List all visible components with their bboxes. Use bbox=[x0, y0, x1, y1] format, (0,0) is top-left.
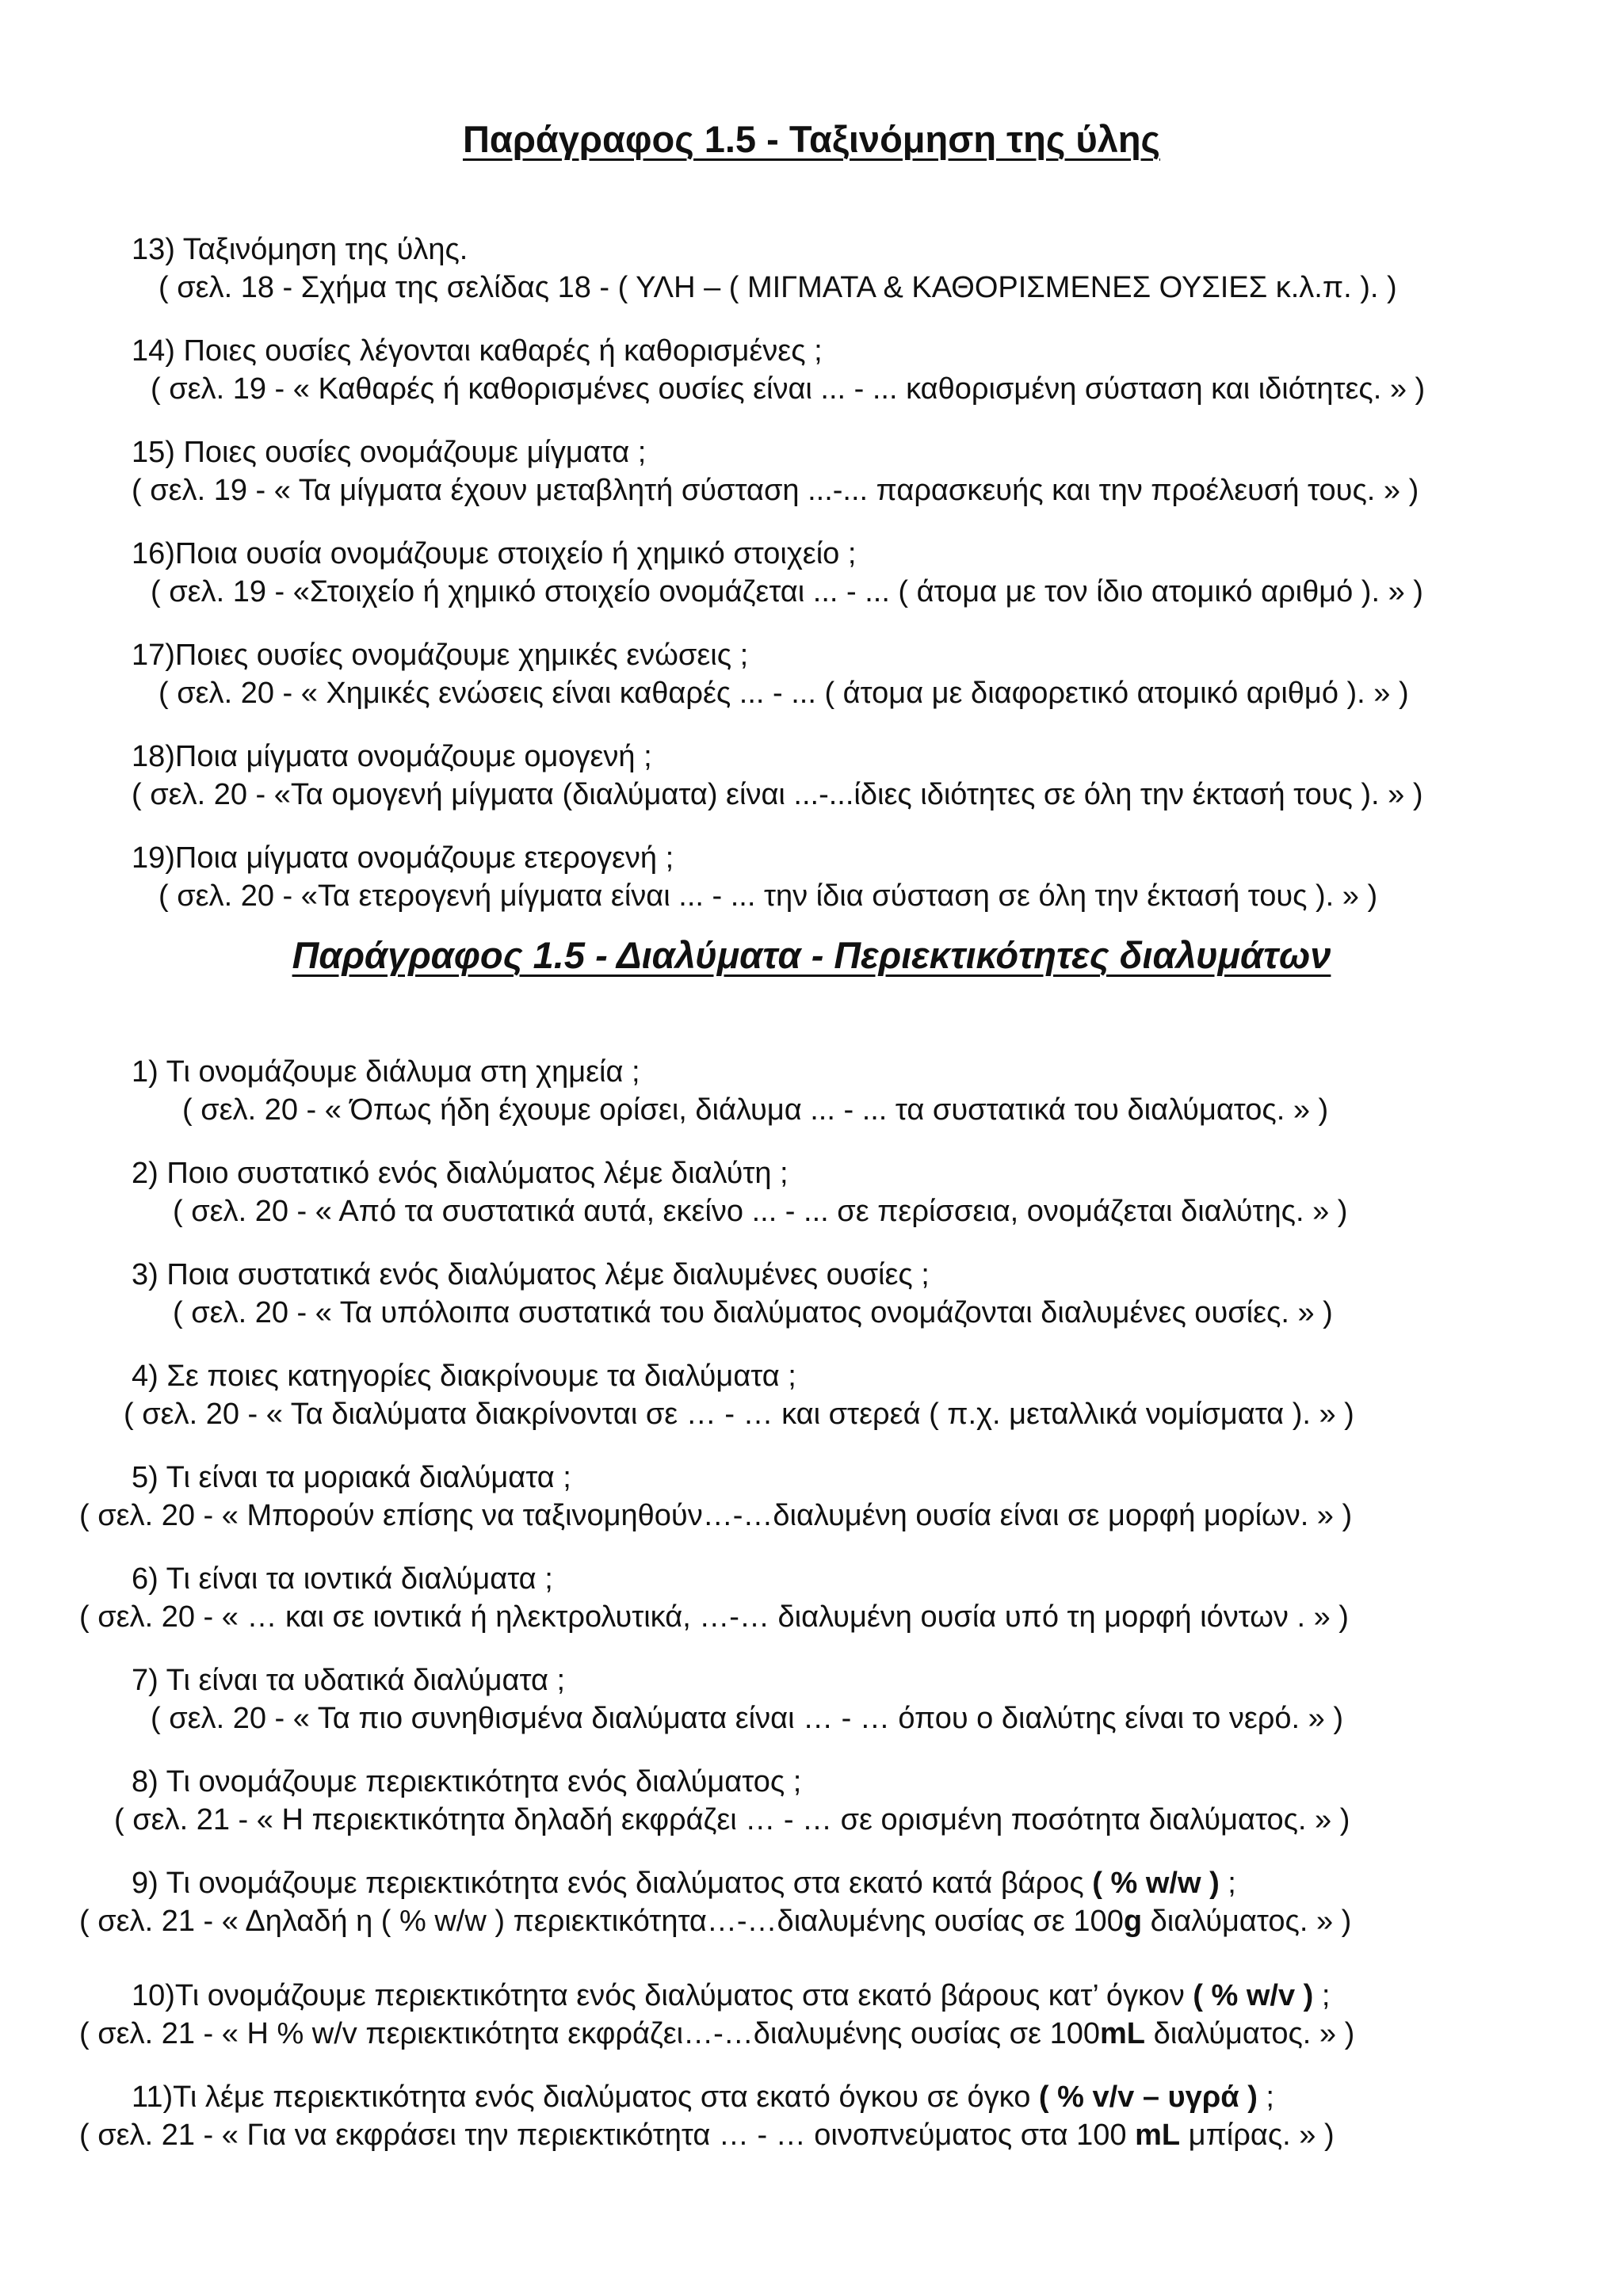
s1-q19: 19)Ποια μίγματα ονομάζουμε ετερογενή ; bbox=[132, 841, 674, 875]
s2-q9: 9) Τι ονομάζουμε περιεκτικότητα ενός διαλύματος στα εκατό κατά βάρος ( % w/w ) ; bbox=[132, 1867, 1236, 1900]
s1-a18: ( σελ. 20 - «Τα ομογενή μίγματα (διαλύματα) είναι ...-...ίδιες ιδιότητες σε όλη την έκτασή τους ). » ) bbox=[132, 778, 1423, 811]
s2-q1: 1) Τι ονομάζουμε διάλυμα στη χημεία ; bbox=[132, 1055, 640, 1089]
s2-a3: ( σελ. 20 - « Τα υπόλοιπα συστατικά του διαλύματος ονομάζονται διαλυμένες ουσίες. » ) bbox=[173, 1296, 1333, 1329]
s1-a17: ( σελ. 20 - « Χημικές ενώσεις είναι καθαρές ... - ... ( άτομα με διαφορετικό ατομικό αριθμό ). » ) bbox=[158, 677, 1409, 710]
s2-a1: ( σελ. 20 - « Όπως ήδη έχουμε ορίσει, διάλυμα ... - ... τα συστατικά του διαλύματος. » ) bbox=[182, 1093, 1329, 1127]
s2-q8: 8) Τι ονομάζουμε περιεκτικότητα ενός διαλύματος ; bbox=[132, 1765, 802, 1798]
s2-q5: 5) Τι είναι τα μοριακά διαλύματα ; bbox=[132, 1461, 571, 1494]
s2-a5: ( σελ. 20 - « Μπορούν επίσης να ταξινομηθούν…-…διαλυμένη ουσία είναι σε μορφή μορίων. » ) bbox=[79, 1499, 1353, 1532]
s2-q2: 2) Ποιο συστατικό ενός διαλύματος λέμε διαλύτη ; bbox=[132, 1157, 789, 1190]
section1-title: Παράγραφος 1.5 - Ταξινόμηση της ύλης bbox=[462, 118, 1160, 160]
s2-a11: ( σελ. 21 - « Για να εκφράσει την περιεκτικότητα … - … οινοπνεύματος στα 100 mL μπίρας. » ) bbox=[79, 2119, 1335, 2152]
s2-a9: ( σελ. 21 - « Δηλαδή η ( % w/w ) περιεκτικότητα…-…διαλυμένης ουσίας σε 100g διαλύματος. » ) bbox=[79, 1905, 1352, 1938]
s2-a6: ( σελ. 20 - « … και σε ιοντικά ή ηλεκτρολυτικά, …-… διαλυμένη ουσία υπό τη μορφή ιόντων . » ) bbox=[79, 1600, 1349, 1634]
s1-q17: 17)Ποιες ουσίες ονομάζουμε χημικές ενώσεις ; bbox=[132, 639, 749, 672]
s1-a15: ( σελ. 19 - « Τα μίγματα έχουν μεταβλητή σύσταση ...-... παρασκευής και την προέλευσή τους. » ) bbox=[132, 474, 1419, 507]
s2-a7: ( σελ. 20 - « Τα πιο συνηθισμένα διαλύματα είναι … - … όπου ο διαλύτης είναι το νερό. » ) bbox=[151, 1702, 1343, 1735]
section2-title: Παράγραφος 1.5 - Διαλύματα - Περιεκτικότητες διαλυμάτων bbox=[292, 934, 1331, 976]
s1-q16: 16)Ποια ουσία ονομάζουμε στοιχείο ή χημικό στοιχείο ; bbox=[132, 537, 857, 570]
s2-a4: ( σελ. 20 - « Τα διαλύματα διακρίνονται σε … - … και στερεά ( π.χ. μεταλλικά νομίσματα ). » ) bbox=[124, 1398, 1354, 1431]
s2-q4: 4) Σε ποιες κατηγορίες διακρίνουμε τα διαλύματα ; bbox=[132, 1360, 796, 1393]
s2-q3: 3) Ποια συστατικά ενός διαλύματος λέμε διαλυμένες ουσίες ; bbox=[132, 1258, 930, 1291]
s1-a19: ( σελ. 20 - «Τα ετερογενή μίγματα είναι ... - ... την ίδια σύσταση σε όλη την έκτασή τους ). » ) bbox=[158, 879, 1378, 913]
s1-q15: 15) Ποιες ουσίες ονομάζουμε μίγματα ; bbox=[132, 436, 647, 469]
s2-q7: 7) Τι είναι τα υδατικά διαλύματα ; bbox=[132, 1664, 566, 1697]
s2-q10: 10)Τι ονομάζουμε περιεκτικότητα ενός διαλύματος στα εκατό βάρους κατ’ όγκον ( % w/v ) ; bbox=[132, 1979, 1331, 2012]
s2-a8: ( σελ. 21 - « Η περιεκτικότητα δηλαδή εκφράζει … - … σε ορισμένη ποσότητα διαλύματος. » ) bbox=[114, 1803, 1350, 1836]
s2-a2: ( σελ. 20 - « Από τα συστατικά αυτά, εκείνο ... - ... σε περίσσεια, ονομάζεται διαλύτης. » ) bbox=[173, 1195, 1348, 1228]
s1-a14: ( σελ. 19 - « Καθαρές ή καθορισμένες ουσίες είναι ... - ... καθορισμένη σύσταση και ιδιότητες. » ) bbox=[151, 372, 1426, 406]
s2-q6: 6) Τι είναι τα ιοντικά διαλύματα ; bbox=[132, 1562, 553, 1596]
s2-a10: ( σελ. 21 - « Η % w/v περιεκτικότητα εκφράζει…-…διαλυμένης ουσίας σε 100mL διαλύματος. » ) bbox=[79, 2017, 1355, 2050]
s1-q14: 14) Ποιες ουσίες λέγονται καθαρές ή καθορισμένες ; bbox=[132, 334, 823, 368]
s1-q13: 13) Ταξινόμηση της ύλης. bbox=[132, 233, 468, 266]
s1-q18: 18)Ποια μίγματα ονομάζουμε ομογενή ; bbox=[132, 740, 652, 773]
s1-a16: ( σελ. 19 - «Στοιχείο ή χημικό στοιχείο ονομάζεται ... - ... ( άτομα με τον ίδιο ατομικό αριθμό ). » ) bbox=[151, 575, 1423, 608]
s1-a13: ( σελ. 18 - Σχήμα της σελίδας 18 - ( ΥΛΗ – ( ΜΙΓΜΑΤΑ & ΚΑΘΟΡΙΣΜΕΝΕΣ ΟΥΣΙΕΣ κ.λ.π. ). ) bbox=[158, 271, 1397, 304]
s2-q11: 11)Τι λέμε περιεκτικότητα ενός διαλύματος στα εκατό όγκου σε όγκο ( % v/v – υγρά ) ; bbox=[132, 2081, 1274, 2114]
